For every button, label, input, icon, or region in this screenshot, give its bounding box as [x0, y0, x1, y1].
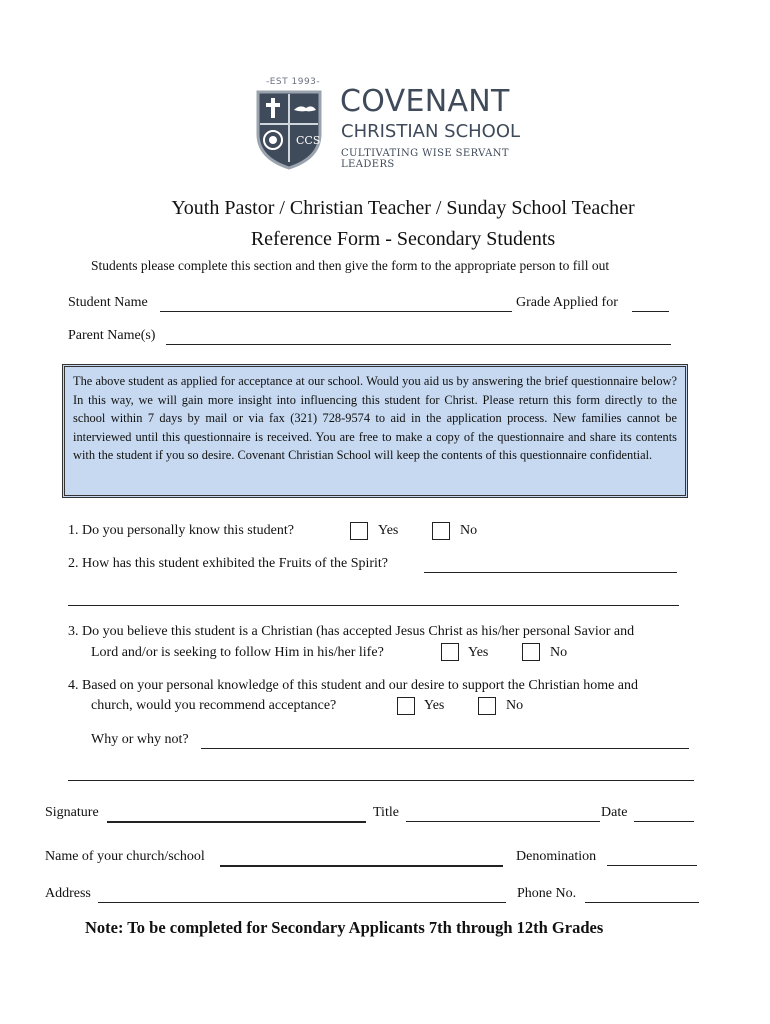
date-field[interactable]: [634, 821, 694, 822]
question-3-line-1: 3. Do you believe this student is a Christian (has accepted Jesus Christ as his/her personal Savior and: [68, 624, 635, 639]
q1-no-checkbox[interactable]: [432, 522, 450, 540]
title-field[interactable]: [406, 821, 600, 822]
question-4-line-2: church, would you recommend acceptance?: [91, 698, 337, 713]
svg-text:CCS: CCS: [296, 134, 321, 147]
logo-name: COVENANT: [340, 84, 510, 119]
instructions-box: The above student as applied for acceptance at our school. Would you aid us by answering the brief questionnaire below? In this way, we will gain more insight into influencing this student for Christ. Please return this form directly to the school within 7 days by mail or via fax (321) 728-9574 to aid in the application process. New families cannot be interviewed until this questionnaire is received. You are free to make a copy of the questionnaire and share its contents with the student if you so desire. Covenant Christian School will keep the contents of this questionnaire confidential.: [62, 364, 688, 498]
why-answer-line-1[interactable]: [201, 748, 689, 749]
question-2-text: 2. How has this student exhibited the Fruits of the Spirit?: [68, 556, 389, 571]
logo-school: CHRISTIAN SCHOOL: [341, 121, 521, 142]
student-name-field[interactable]: [160, 311, 512, 312]
q3-yes-label: Yes: [468, 645, 489, 660]
why-answer-line-2[interactable]: [68, 780, 694, 781]
q3-no-checkbox[interactable]: [522, 643, 540, 661]
student-instructions: Students please complete this section and then give the form to the appropriate person to fill out: [91, 258, 610, 273]
signature-label: Signature: [45, 805, 99, 820]
q4-no-label: No: [506, 698, 524, 713]
grade-field[interactable]: [632, 311, 669, 312]
why-label: Why or why not?: [91, 732, 189, 747]
shield-crest-icon: [254, 88, 324, 170]
student-name-label: Student Name: [68, 295, 148, 310]
secondary-note: Note: To be completed for Secondary Applicants 7th through 12th Grades: [85, 918, 604, 937]
question-3-line-2: Lord and/or is seeking to follow Him in his/her life?: [91, 645, 384, 660]
signature-field[interactable]: [107, 821, 366, 823]
q2-answer-line-1[interactable]: [424, 572, 677, 573]
parent-name-field[interactable]: [166, 344, 671, 345]
denomination-field[interactable]: [607, 865, 697, 866]
q1-no-label: No: [460, 523, 478, 538]
q1-yes-label: Yes: [378, 523, 399, 538]
q4-no-checkbox[interactable]: [478, 697, 496, 715]
form-title: Youth Pastor / Christian Teacher / Sunday School Teacher: [171, 197, 635, 219]
question-1-text: 1. Do you personally know this student?: [68, 523, 294, 538]
date-label: Date: [601, 805, 628, 820]
title-label: Title: [373, 805, 399, 820]
address-label: Address: [45, 886, 91, 901]
grade-label: Grade Applied for: [516, 295, 618, 310]
parent-name-label: Parent Name(s): [68, 328, 156, 343]
phone-label: Phone No.: [517, 886, 577, 901]
church-field[interactable]: [220, 865, 503, 867]
q2-answer-line-2[interactable]: [68, 605, 679, 606]
q3-no-label: No: [550, 645, 568, 660]
question-4-line-1: 4. Based on your personal knowledge of this student and our desire to support the Christian home and: [68, 678, 639, 693]
logo-established: -EST 1993-: [266, 77, 321, 87]
logo-tagline: CULTIVATING WISE SERVANT LEADERS: [341, 148, 509, 170]
address-field[interactable]: [98, 902, 506, 903]
church-label: Name of your church/school: [45, 849, 205, 864]
form-subtitle: Reference Form - Secondary Students: [250, 228, 556, 250]
denomination-label: Denomination: [516, 849, 597, 864]
q1-yes-checkbox[interactable]: [350, 522, 368, 540]
phone-field[interactable]: [585, 902, 699, 903]
school-logo: [252, 74, 552, 170]
q4-yes-checkbox[interactable]: [397, 697, 415, 715]
q3-yes-checkbox[interactable]: [441, 643, 459, 661]
q4-yes-label: Yes: [424, 698, 445, 713]
